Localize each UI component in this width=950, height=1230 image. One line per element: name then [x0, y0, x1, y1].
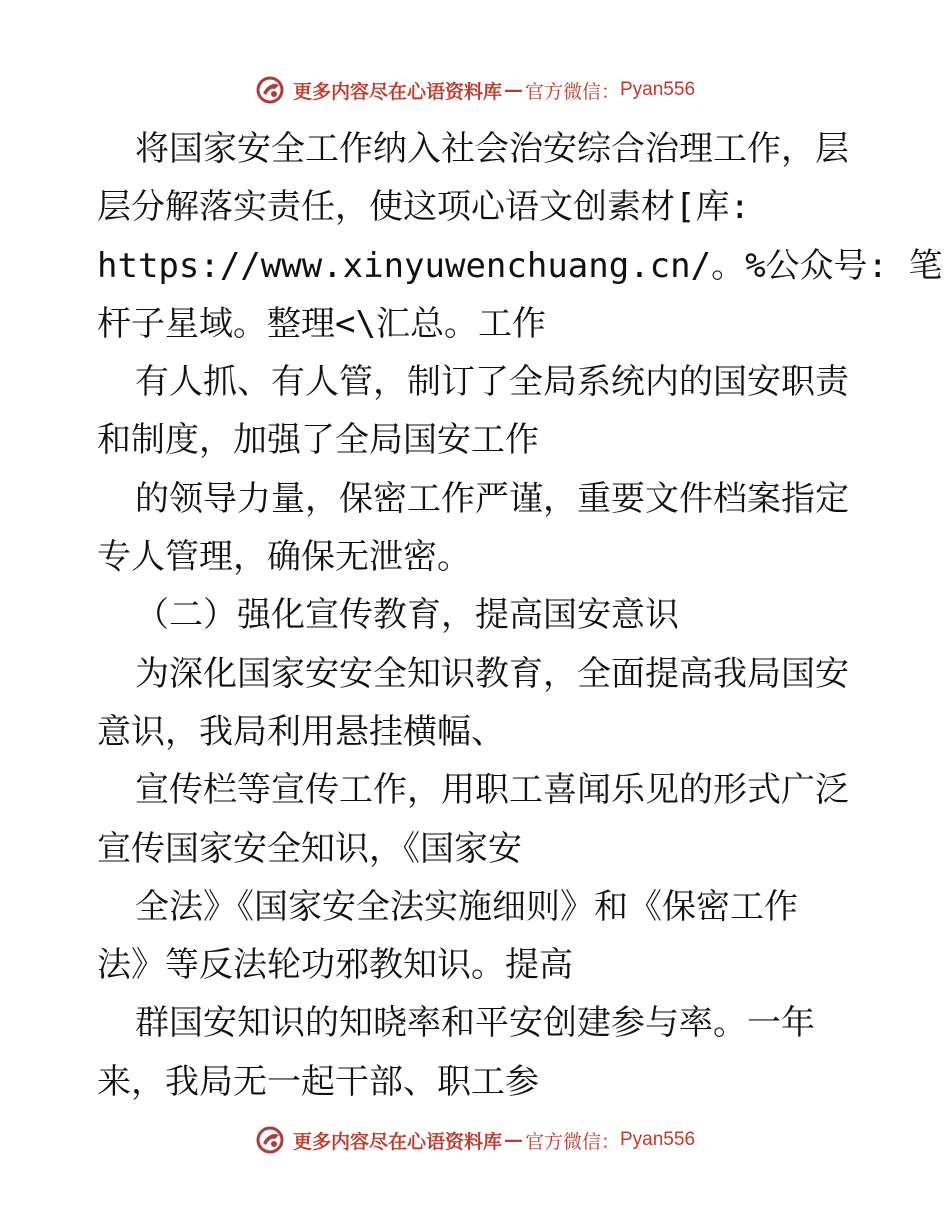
paragraph-line: 层分解落实责任，使这项心语文创素材[库: — [97, 187, 750, 228]
watermark-wechat-id: Pyan556 — [620, 79, 696, 100]
paragraph-line: 杆子星域。整理<\汇总。工作 — [97, 303, 546, 344]
paragraph-line: 群国安知识的知晓率和平安创建参与率。一年 — [135, 1003, 815, 1044]
paragraph-line: 来，我局无一起干部、职工参 — [97, 1061, 539, 1102]
paragraph-line: 法》等反法轮功邪教知识。提高 — [97, 945, 573, 986]
watermark-main-text: 更多内容尽在心语资料库 — [292, 80, 502, 103]
body-text — [97, 120, 943, 1111]
paragraph-line: 的领导力量，保密工作严谨，重要文件档案指定 — [135, 478, 849, 519]
footer-watermark — [0, 1120, 950, 1160]
paragraph-line: https://www.xinyuwenchuang.cn/。%公众号: 笔 — [97, 245, 943, 286]
paragraph-line: 全法》《国家安全法实施细则》和《保密工作 — [135, 886, 798, 927]
watermark-wechat-id: Pyan556 — [620, 1129, 696, 1150]
paragraph-line: 有人抓、有人管，制订了全局系统内的国安职责 — [135, 362, 849, 403]
paragraph-line: 宣传国家安全知识，《国家安 — [97, 828, 522, 869]
paragraph-line: 专人管理，确保无泄密。 — [97, 537, 471, 578]
brand-logo-icon — [255, 1125, 285, 1155]
paragraph-line: 为深化国家安安全知识教育，全面提高我局国安 — [135, 653, 849, 694]
watermark-wechat-label: 官方微信： — [524, 80, 620, 103]
header-watermark — [0, 70, 950, 110]
watermark-wechat-label: 官方微信： — [524, 1130, 620, 1153]
paragraph-line: 将国家安全工作纳入社会治安综合治理工作，层 — [135, 129, 849, 169]
watermark-separator: — — [503, 1129, 523, 1151]
brand-logo-icon — [255, 75, 285, 105]
paragraph-line: 宣传栏等宣传工作，用职工喜闻乐见的形式广泛 — [135, 770, 849, 811]
paragraph-line: 和制度，加强了全局国安工作 — [97, 420, 539, 461]
section-heading: （二）强化宣传教育，提高国安意识 — [135, 595, 679, 636]
paragraph-line: 意识，我局利用悬挂横幅、 — [97, 711, 505, 752]
watermark-main-text: 更多内容尽在心语资料库 — [292, 1130, 502, 1153]
watermark-separator: — — [503, 79, 523, 101]
